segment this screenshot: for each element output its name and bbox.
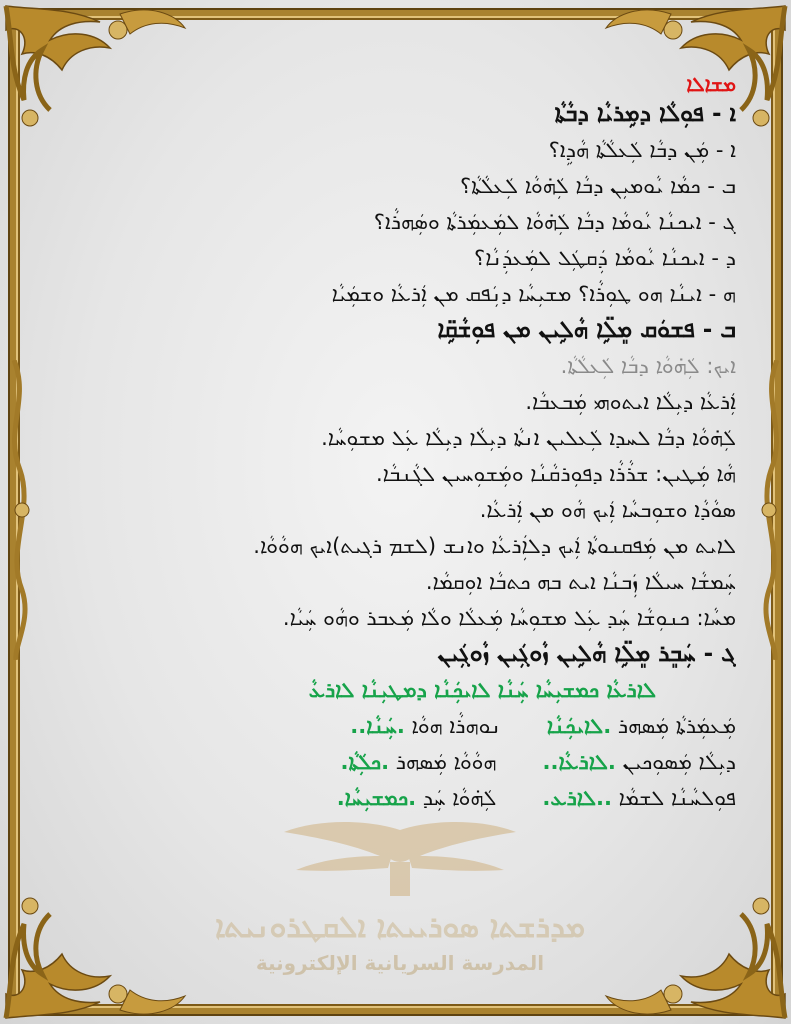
sentence-line: ܠܐܝܬ ܡܢ ܡܲܦܩܢܘܬܵܐ ܐܲܝܟ ܕܠܐܲܪܥܵܐ ܘܐܢܫ (ܠܫܡ ܪܓܝܬ)ܐܝܟ ܗܘܵܘܵܐ. [253, 534, 736, 558]
question-line: ܐ - ܡܲܢ ܕܒܵܐ ܠܲܥܠܵܬܵܐ ܗܵܕܹܐ؟ [548, 138, 736, 162]
match-row [60, 748, 736, 784]
match-left: ܕܝܼܠܵܐ ܡܲܣܘܼܟܝܢ .ܠܐܪܥܵܐ.. [542, 750, 736, 774]
page-heading: ܡܫܐܠܐ [686, 72, 736, 96]
question-line: ܒ - ܟܡܵܐ ܝܵܘܡܝܼܢ ܕܒܵܐ ܠܲܗ̇ܘܵܐ ܠܲܥܠܵܬܵܐ؟ [459, 174, 736, 198]
match-right: ܠܲܗ̇ܘܵܐ ܚܲܕ .ܟܡܫܝܼܚܵܐ. [336, 786, 497, 810]
match-left: ܦܘܼܠܚܵܢܵܐ ܠܫܡܵܐ ..ܠܐܪܥ. [542, 786, 736, 810]
sentence-line: ܣܘܵܕܵܐ ܘܫܘܼܒܚܵܐ ܐܲܝܟ ܗܵܘ ܡܢ ܐܲܪܥܵܐ. [479, 498, 736, 522]
match-right: ܗܘܵܘܵܐ ܡܲܣܗܪ .ܟܠܲܬܵܐ. [340, 750, 497, 774]
word-bank: ܠܐܪܥܵܐ ܟܡܫܝܼܚܵܐ ܚܲܢܵܐ ܠܐܝܟܲܢܵܐ ܕܡܛܝܼܢܵܐ ܠܐܪܥܵ [308, 678, 656, 702]
watermark-syriac: ܡܕܪܫܬܐ ܣܘܪܝܝܬܐ ܐܠܩܛܪܘܢܝܬܐ [214, 910, 586, 945]
worksheet-content [60, 70, 736, 964]
sentence-line: ܡܚܵܐ: ܟܢܘܼܫܵܐ ܚܲܕ ܥܲܠ ܡܫܘܼܚܵܐ ܡܲܥܠܵܐ ܘܠܵܐ ܡܲܥܒܪ ܘܗܵܘ ܚܲܝܵܐ. [282, 606, 736, 630]
section-title: ܒ - ܦܫܘܿܩ ܡܸܠܹ̈ܐ ܗܵܠܹܝܢ ܡܢ ܦܘܼܫܵܩܹ̈ܐ [437, 317, 736, 343]
question-line: ܓ - ܐܝܟܢܵܐ ܝܵܘܡܵܐ ܕܒܵܐ ܠܲܗ̇ܘܵܐ ܠܡܲܥܡܲܪܬܵܐ ܘܣܲܗܪܵܐ؟ [373, 210, 736, 234]
question-line: ܕ - ܐܝܟܢܵܐ ܝܵܘܡܵܐ ܕܲܩܛܲܠ ܠܡܲܥܕܲܢܵܐ؟ [474, 246, 736, 270]
match-row [60, 712, 736, 748]
match-row [60, 784, 736, 820]
section-title: ܓ - ܚܲܒܸܪ ܡܸܠܹ̈ܐ ܗܵܠܹܝܢ ܙܵܘܓܲܝܢ ܙܵܘܓܲܝܢ [437, 641, 736, 667]
sentence-line: ܠܲܗ̇ܘܵܐ ܕܒܵܐ ܠܚܕܐ ܠܲܥܠܝܢ ܐܢܬܵܐ ܕܝܼܠܵܐ ܕܝܼܠܵܐ ܥܲܠ ܡܫܘܼܚܵܐ. [321, 426, 736, 450]
match-right: ܢܘܗܪܵܐ ܗܘܵܐ .ܚܲܢܵܐ.. [350, 714, 501, 738]
section-title: ܐ - ܦܘܼܠܵܐ ܕܡܹܪܝܵܐ ܕܒܵܬܵܐ [554, 101, 736, 127]
match-left: ܡܲܥܡܲܪܬܵܐ ܡܲܣܗܪ .ܠܐܝܟܲܢܵܐ [546, 714, 736, 738]
example-line: ܐܝܟ: ܠܲܗ̇ܘܵܐ ܕܒܵܐ ܠܲܥܠܵܬܵܐ. [560, 354, 736, 378]
sentence-line: ܗܵܐ ܡܲܛܝܢ: ܫܪܵܪܵܐ ܕܦܘܼܪܩܵܢܵܐ ܘܡܲܫܘܼܚܝܢ ܠܓܵܢܒܵܐ. [375, 462, 736, 486]
sentence-line: ܐܲܪܥܵܐ ܕܝܼܠܵܐ ܐܝܬܘܗܝ ܡܲܒܥܒܵܐ. [525, 390, 736, 414]
side-ornament-icon [751, 360, 791, 660]
question-line: ܗ - ܐܝܢܵܐ ܗܘ ܛܘܼܪܵܐ؟ ܡܫܝܼܚܵܐ ܕܢܲܦܩ ܡܢ ܐܲܪܥܵܐ ܘܫܡܲܝܵܐ [331, 282, 736, 306]
side-ornament-icon [0, 360, 40, 660]
sentence-line: ܚܲܡܫܵܐ ܚܝܠܵܐ ܙܲܒܢܵܐ ܐܝܬ ܒܗ ܟܬܒܵܐ ܐܘܼܩܡܵܐ. [425, 570, 736, 594]
watermark-arabic: المدرسة السريانية الإلكترونية [255, 951, 545, 975]
